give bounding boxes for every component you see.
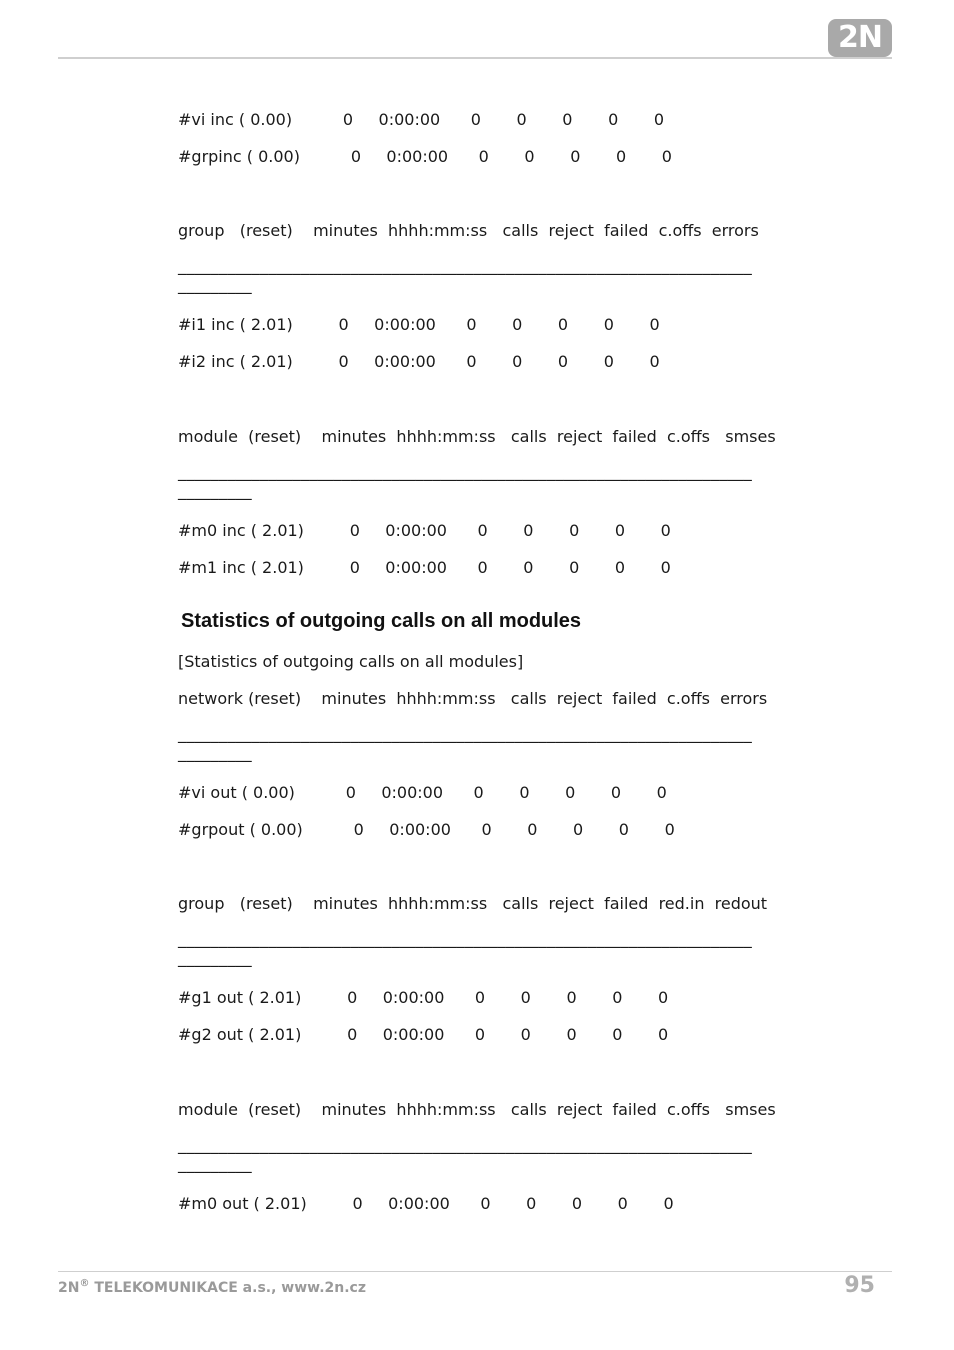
stat-row: #i2 inc ( 2.01) 0 0:00:00 0 0 0 0 0 xyxy=(178,352,660,371)
divider-line: ______________________________________________________________________ xyxy=(178,929,752,948)
divider-line: ______________________________________________________________________ xyxy=(178,1135,752,1154)
footer-brand: 2N xyxy=(58,1280,80,1296)
divider-line: _________ xyxy=(178,275,252,294)
registered-mark: ® xyxy=(79,1278,90,1289)
divider-line: ______________________________________________________________________ xyxy=(178,462,752,481)
page-number: 95 xyxy=(844,1273,875,1298)
divider-line: _________ xyxy=(178,481,252,500)
stat-row: #grpout ( 0.00) 0 0:00:00 0 0 0 0 0 xyxy=(178,820,675,839)
footer-company-name: TELEKOMUNIKACE a.s., www.2n.cz xyxy=(89,1280,366,1296)
divider-line: ______________________________________________________________________ xyxy=(178,256,752,275)
table-header: group (reset) minutes hhhh:mm:ss calls reject failed red.in redout xyxy=(178,894,768,913)
divider-line: _________ xyxy=(178,1154,252,1173)
brand-logo xyxy=(828,19,892,57)
stat-row: #grpinc ( 0.00) 0 0:00:00 0 0 0 0 0 xyxy=(178,147,672,166)
divider-line: _________ xyxy=(178,948,252,967)
stat-row: #vi out ( 0.00) 0 0:00:00 0 0 0 0 0 xyxy=(178,783,667,802)
stat-row: #vi inc ( 0.00) 0 0:00:00 0 0 0 0 0 xyxy=(178,110,665,129)
footer-company xyxy=(58,1278,366,1298)
stat-row: #m0 inc ( 2.01) 0 0:00:00 0 0 0 0 0 xyxy=(178,521,671,540)
stat-row: #g1 out ( 2.01) 0 0:00:00 0 0 0 0 0 xyxy=(178,988,669,1007)
table-header: module (reset) minutes hhhh:mm:ss calls reject failed c.offs smses xyxy=(178,427,776,446)
table-header: module (reset) minutes hhhh:mm:ss calls reject failed c.offs smses xyxy=(178,1100,776,1119)
stat-row: #m1 inc ( 2.01) 0 0:00:00 0 0 0 0 0 xyxy=(178,558,671,577)
table-header: network (reset) minutes hhhh:mm:ss calls reject failed c.offs errors xyxy=(178,689,768,708)
stat-row: #m0 out ( 2.01) 0 0:00:00 0 0 0 0 0 xyxy=(178,1194,674,1213)
section-heading: Statistics of outgoing calls on all modules xyxy=(181,610,582,632)
header-rule xyxy=(58,57,892,59)
footer-rule xyxy=(58,1271,892,1272)
table-header: group (reset) minutes hhhh:mm:ss calls reject failed c.offs errors xyxy=(178,221,759,240)
brand-logo-text: 2N xyxy=(838,20,882,55)
divider-line: ______________________________________________________________________ xyxy=(178,724,752,743)
section-label: [Statistics of outgoing calls on all modules] xyxy=(178,652,524,671)
stat-row: #g2 out ( 2.01) 0 0:00:00 0 0 0 0 0 xyxy=(178,1025,669,1044)
stat-row: #i1 inc ( 2.01) 0 0:00:00 0 0 0 0 0 xyxy=(178,315,660,334)
divider-line: _________ xyxy=(178,743,252,762)
